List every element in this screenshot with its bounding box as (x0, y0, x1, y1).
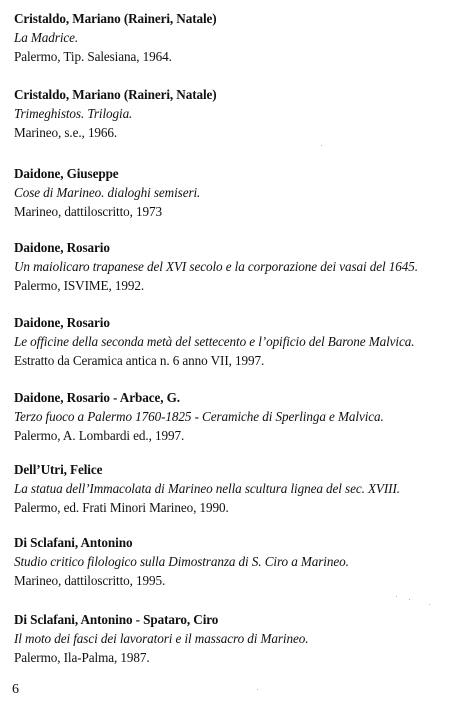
entry-publication: Marineo, dattiloscritto, 1973 (14, 204, 162, 219)
entry-publication: Palermo, ed. Frati Minori Marineo, 1990. (14, 500, 229, 515)
entry-author: Di Sclafani, Antonino - Spataro, Ciro (14, 612, 219, 627)
entry-title: Cose di Marineo. dialoghi semiseri. (14, 185, 201, 200)
entry-title: La Madrice. (14, 30, 79, 45)
entry-author: Daidone, Giuseppe (14, 166, 119, 181)
entry-title: Terzo fuoco a Palermo 1760-1825 - Ceramiche di Sperlinga e Malvica. (14, 409, 384, 424)
entry-author: Dell’Utri, Felice (14, 462, 103, 477)
entry-author: Daidone, Rosario (14, 240, 110, 255)
entry-title: Il moto dei fasci dei lavoratori e il massacro di Marineo. (14, 631, 309, 646)
entry-title: Studio critico filologico sulla Dimostranza di S. Ciro a Marineo. (14, 554, 349, 569)
bibliography-entry (14, 238, 452, 295)
bibliography-entry (14, 610, 452, 667)
scan-speck (409, 599, 410, 600)
entry-title: Trimeghistos. Trilogia. (14, 106, 133, 121)
scan-speck (257, 689, 258, 690)
scan-speck (396, 596, 397, 597)
entry-author: Daidone, Rosario - Arbace, G. (14, 390, 180, 405)
scan-speck (321, 145, 322, 146)
entry-title: La statua dell’Immacolata di Marineo nella scultura lignea del sec. XVIII. (14, 481, 400, 496)
entry-author: Cristaldo, Mariano (Raineri, Natale) (14, 87, 217, 102)
entry-title: Le officine della seconda metà del settecento e l’opificio del Barone Malvica. (14, 334, 415, 349)
bibliography-entry (14, 85, 452, 142)
entry-author: Cristaldo, Mariano (Raineri, Natale) (14, 11, 217, 26)
entry-publication: Estratto da Ceramica antica n. 6 anno VII, 1997. (14, 353, 265, 368)
bibliography-entry (14, 533, 452, 590)
bibliography-entry (14, 313, 452, 370)
entry-publication: Marineo, s.e., 1966. (14, 125, 118, 140)
entry-author: Di Sclafani, Antonino (14, 535, 133, 550)
entry-publication: Palermo, ISVIME, 1992. (14, 278, 145, 293)
entry-publication: Palermo, Ila-Palma, 1987. (14, 650, 150, 665)
bibliography-entry (14, 460, 452, 517)
entry-publication: Palermo, Tip. Salesiana, 1964. (14, 49, 172, 64)
page-number: 6 (12, 682, 19, 697)
bibliography-entry (14, 164, 452, 221)
entry-publication: Palermo, A. Lombardi ed., 1997. (14, 428, 185, 443)
scan-speck (429, 604, 430, 605)
bibliography-entry (14, 388, 452, 445)
bibliography-entry (14, 9, 452, 66)
entry-title: Un maiolicaro trapanese del XVI secolo e la corporazione dei vasai del 1645. (14, 259, 418, 274)
entry-publication: Marineo, dattiloscritto, 1995. (14, 573, 166, 588)
entry-author: Daidone, Rosario (14, 315, 110, 330)
